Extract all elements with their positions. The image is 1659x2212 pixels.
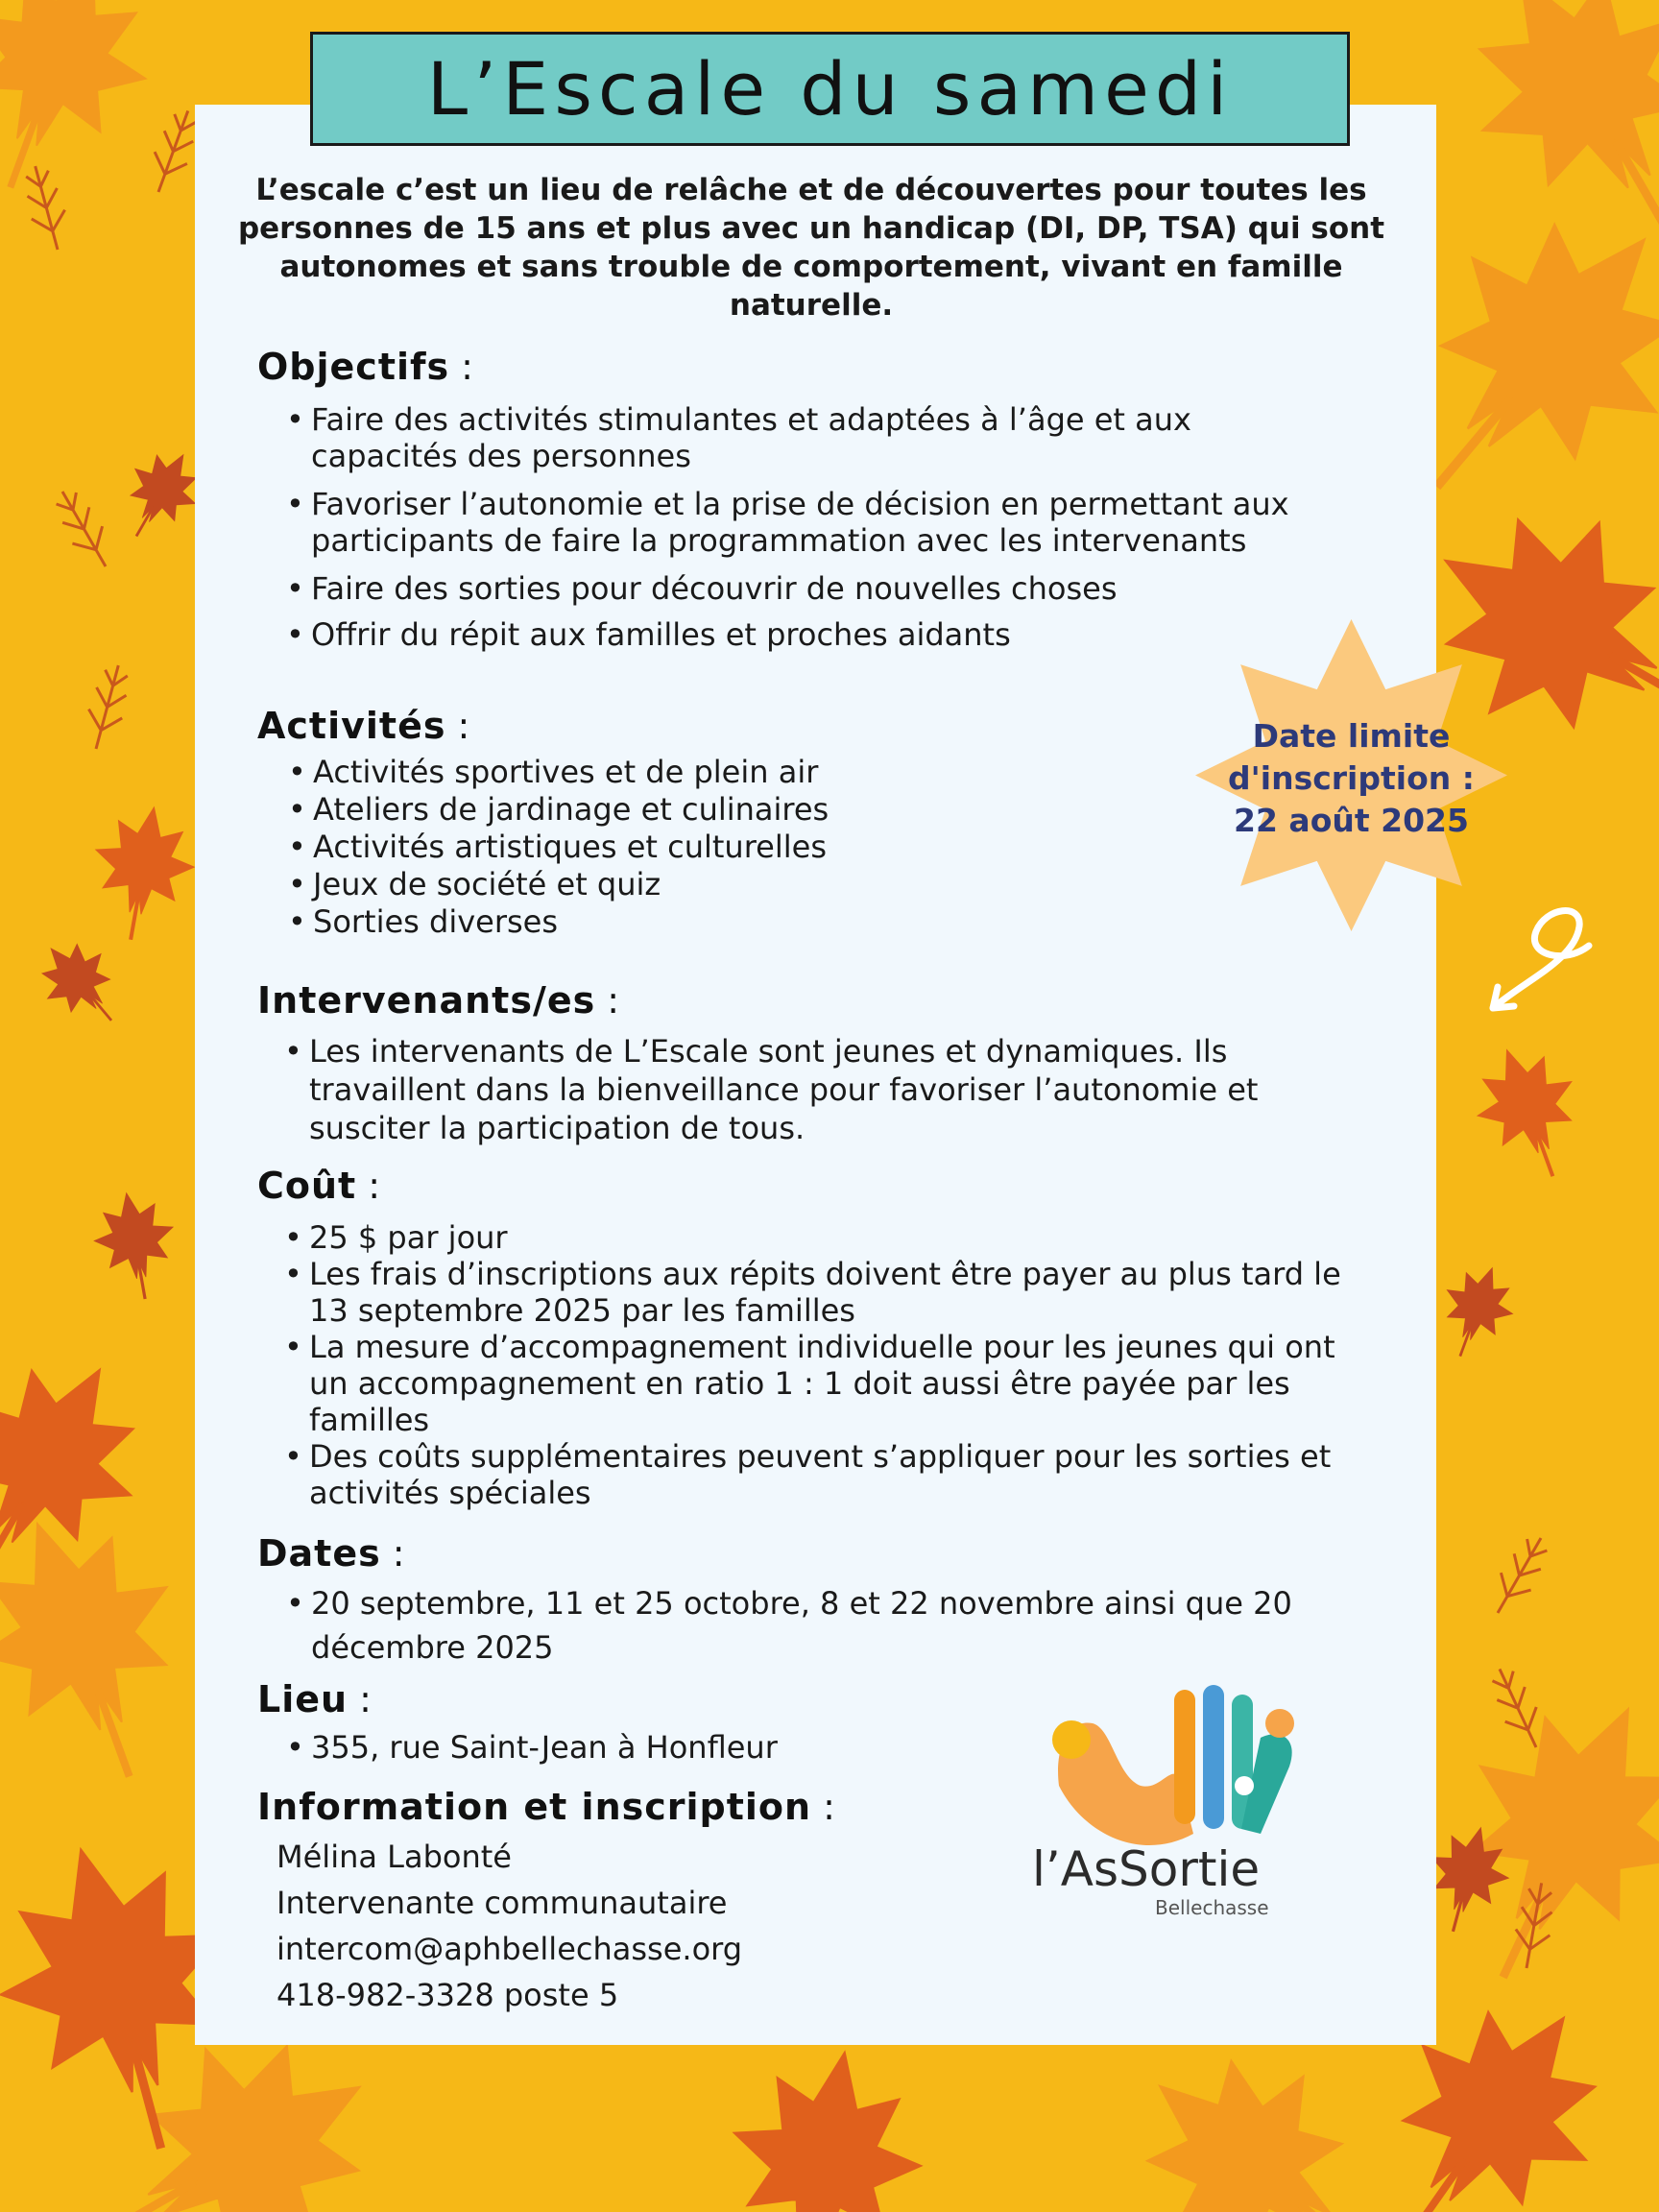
logo-name: l’AsSortie: [1032, 1841, 1261, 1897]
contact-email[interactable]: intercom@aphbellechasse.org: [276, 1931, 743, 1967]
title-banner: [310, 32, 1350, 146]
colon: :: [368, 1165, 382, 1207]
list-item: • Faire des activités stimulantes et adaptées à l’âge et aux capacités des personnes: [286, 401, 1342, 474]
colon: :: [359, 1678, 373, 1720]
colon: :: [461, 346, 474, 388]
list-item: • Activités sportives et de plein air: [288, 754, 1152, 791]
colon: :: [457, 705, 471, 747]
contact-phone[interactable]: 418-982-3328 poste 5: [276, 1977, 619, 2013]
objectifs-heading-label: Objectifs: [257, 346, 450, 388]
cout-heading-label: Coût: [257, 1165, 357, 1207]
list-item: • 20 septembre, 11 et 25 octobre, 8 et 22 novembre ainsi que 20 décembre 2025: [286, 1581, 1419, 1670]
info-heading-label: Information et inscription: [257, 1786, 812, 1828]
colon: :: [823, 1786, 836, 1828]
objectifs-heading: [257, 346, 474, 388]
page-title: L’Escale du samedi: [426, 46, 1234, 132]
list-item: • 25 $ par jour: [284, 1219, 1379, 1256]
lieu-list: [286, 1728, 1150, 1767]
list-item: • La mesure d’accompagnement individuelle pour les jeunes qui ont un accompagnement en ratio 1 : 1 doit aussi être payée par les familles: [284, 1329, 1379, 1438]
list-item: • Sorties diverses: [288, 903, 1152, 941]
intervenants-heading: [257, 979, 620, 1022]
dates-list: [286, 1581, 1419, 1670]
deadline-line3: 22 août 2025: [1234, 802, 1469, 839]
deadline-line1: Date limite: [1252, 717, 1451, 755]
list-item: • 355, rue Saint-Jean à Honfleur: [286, 1728, 1150, 1767]
objectifs-list: [286, 401, 1342, 653]
list-item: • Les frais d’inscriptions aux répits doivent être payer au plus tard le 13 septembre 2025 par les familles: [284, 1256, 1379, 1329]
list-item: • Les intervenants de L’Escale sont jeunes et dynamiques. Ils travaillent dans la bienveillance pour favoriser l’autonomie et susciter la participation de tous.: [284, 1032, 1340, 1147]
lieu-heading-label: Lieu: [257, 1678, 349, 1720]
lieu-heading: [257, 1678, 373, 1720]
intro-text: L’escale c’est un lieu de relâche et de découvertes pour toutes les personnes de 15 ans et plus avec un handicap (DI, DP, TSA) qui sont autonomes et sans trouble de comportement, vivant en famille naturelle.: [237, 173, 1385, 323]
cout-list: [284, 1219, 1379, 1511]
cout-heading: [257, 1165, 381, 1207]
loop-arrow-icon: [1469, 893, 1603, 1027]
activites-heading-label: Activités: [257, 705, 446, 747]
intervenants-heading-label: Intervenants/es: [257, 979, 596, 1022]
list-item: • Offrir du répit aux familles et proches aidants: [286, 616, 1342, 653]
activites-list: [288, 754, 1152, 941]
contact-name: Mélina Labonté: [276, 1839, 512, 1875]
list-item: • Des coûts supplémentaires peuvent s’appliquer pour les sorties et activités spéciales: [284, 1438, 1379, 1511]
colon: :: [607, 979, 621, 1022]
intervenants-list: [284, 1032, 1340, 1147]
deadline-text: [1205, 715, 1498, 842]
list-item: • Faire des sorties pour découvrir de nouvelles choses: [286, 570, 1342, 607]
list-item: • Ateliers de jardinage et culinaires: [288, 791, 1152, 829]
contact-role: Intervenante communautaire: [276, 1885, 728, 1921]
dates-heading: [257, 1532, 406, 1575]
info-heading: [257, 1786, 836, 1828]
colon: :: [392, 1532, 406, 1575]
activites-heading: [257, 705, 470, 747]
logo-subtitle: Bellechasse: [1155, 1896, 1269, 1919]
contact-block: [276, 1834, 742, 2018]
dates-heading-label: Dates: [257, 1532, 381, 1575]
list-item: • Activités artistiques et culturelles: [288, 829, 1152, 866]
deadline-line2: d'inscription :: [1228, 759, 1475, 797]
list-item: • Favoriser l’autonomie et la prise de décision en permettant aux participants de faire la programmation avec les intervenants: [286, 486, 1342, 559]
list-item: • Jeux de société et quiz: [288, 866, 1152, 903]
